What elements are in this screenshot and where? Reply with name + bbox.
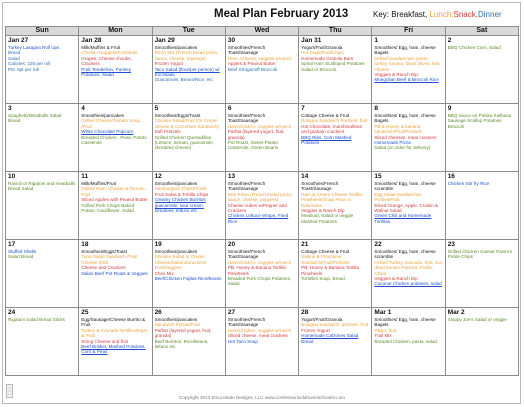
meal-entry: Yogurt/Fruit/Granola [301,45,343,50]
recipe-link[interactable]: Hot Taco Soup [227,338,258,344]
meal-entry: Salad Bread [8,254,34,260]
calendar-day-cell [152,172,225,240]
meal-entry: Rigatoni Salad Bread Sticks [8,317,65,322]
meal-entry: Grilled Ham, Cheese & Tomato, Fruit [81,186,146,197]
calendar-week-row [6,308,519,376]
day-number: 27 [227,309,236,316]
meal-entry: Trail Mix [374,333,392,339]
weekday-header: Mon [79,27,152,36]
meal-entry: Beef Stroganoff Broccoli [227,66,278,72]
meal-entry: Sliced Apples with Peanut Butter [81,197,148,203]
meal-entry: Breaded Pork Chops Potatoes, Salad [227,276,292,287]
meal-entry: Veggies & Ranch Dip [374,276,418,282]
recipe-link[interactable]: Chicken Stir fry Rice [447,181,490,186]
weekday-header: Sun [6,27,79,36]
meal-entry: Grilled Turkey, avocado, feta, sun dried tomato Panini's, Pickle, Chips [374,259,443,276]
meal-entry: Breaded Chicken, pasta, salad [374,338,437,344]
weekday-header: Tue [152,27,225,36]
meal-entry: Smoothies/pancakes [154,181,198,186]
calendar-day-cell [152,308,225,376]
calendar-day-cell [225,172,298,240]
color-key [373,10,502,19]
day-number: 19 [154,241,162,248]
meal-entry: Smoothies/Eggs/Toast [154,113,201,118]
calendar-body [6,36,519,376]
meal-entry: Fruit Salsa & Tortilla Chips [154,191,209,197]
key-lunch: Lunch, [429,10,454,19]
meal-entry: Grilled Cheese/Tomato Soup /Fruit [81,118,141,129]
calendar-day-cell [445,36,518,104]
calendar-day-cell [445,308,518,376]
meal-entry: Chicken Salad/Fruit (Or Cream cheese & Cucumber Sandwich) [154,118,219,129]
meal-entry: String Cheese and fruit [81,338,129,344]
day-number: 18 [81,241,89,248]
calendar-day-cell [6,104,79,172]
calendar-day-cell [299,308,372,376]
day-number: 6 [227,105,232,112]
weekday-header: Fri [372,27,445,36]
meal-entry: Chicken Salad or Cream Cheese/Salami/Crackers/ Fruit/Veggies [154,254,207,271]
meal-entry: Frozen Yogurt [301,327,330,333]
day-number: 14 [301,173,309,180]
recipe-link[interactable]: Chicken Lettuce Wraps, Fried Rice [227,213,289,224]
meal-entry: Smoothies/pancakes [154,317,198,322]
meal-entry: Ham/Chicken, veggies w/ranch [227,327,292,333]
meal-entry: Smoothies/French Toast/Sausage [227,317,266,328]
calendar-week-row [6,36,519,104]
day-number: 17 [8,241,16,248]
calendar-grid [5,26,519,376]
meal-entry: Smoothies/French Toast/Sausage [227,181,266,192]
meal-entry: Salad (or order for delivery) [374,145,431,151]
meal-entry: Frozen Yogurt [154,61,184,67]
calendar-day-cell [445,172,518,240]
day-number: 4 [81,105,85,112]
meal-entry: Pts: 6pt per roll [8,66,39,72]
calendar-week-row [6,104,519,172]
recipe-link[interactable]: Stuffed Shells [8,249,37,254]
meal-entry: Smoothies/Eggs/Toast [81,249,127,254]
day-number: 8 [374,105,379,112]
recipe-link[interactable]: Taco Salad (flour/per person) w/ Enchilada [154,66,220,78]
calendar-day-cell [79,240,152,308]
recipe-link[interactable]: Turkey Lasagna Roll Ups [8,45,60,50]
day-number: 9 [447,105,452,112]
day-number: Mar 2 [447,309,465,316]
meal-entry: Beef Burritos, Rice/Beans, lettuce etc [154,338,209,350]
meal-entry: BBQ Chicken Corn, Salad [447,45,501,50]
meal-entry: Cottage Cheese & Fruit [301,249,350,254]
meal-entry: Parfait (layered yogurt, fruit, granola) [154,327,212,339]
meal-entry: Milk/Muffins & Fruit [81,45,121,50]
day-number: 3 [8,105,12,112]
meal-entry: Turkey & Avocado Tortilla Wraps & Fruit [81,327,148,339]
meal-entry: Sliced cheeses, meat crackers [374,134,437,140]
meal-entry: Sandwich Pizzas/Fruit [154,322,200,328]
day-number: 16 [447,173,455,180]
meal-entry: PB, Honey & Banana Tortilla Pinwheels [227,265,286,276]
day-number: Jan 28 [81,37,102,44]
meal-entry: Hot Chocolate, marshmallows and graham crackers [301,123,363,135]
meal-entry: Smoothies/ Egg, ham, cheese Bagels [374,317,436,328]
weekday-header: Sat [445,27,518,36]
meal-entry: Bread [8,118,21,124]
recipe-link[interactable]: Homemade Pizza [374,140,411,146]
meal-entry: Hot Dogs/Fruit/Chips [301,50,344,56]
calendar-day-cell [445,240,518,308]
meal-entry: Grapes, Cheese chunks, Crackers [81,55,132,67]
key-snack: Snack, [453,10,478,19]
meal-entry: Apples & Peanut Butter [227,61,276,67]
meal-entry: Milk/Muffins/Fruit [81,181,116,186]
day-number: 11 [81,173,89,180]
day-number: Mar 1 [374,309,392,316]
meal-entry: Ham & Cream Cheese Tortilla Pinwheels/Snap Peas or Edamame [301,191,362,208]
meal-entry: Pizza Stix (French bread pizza, sauce, cheese, toppings) [154,50,219,61]
meal-entry: PB & Honey & banana sandwich/Fruit/Pretzels [374,123,422,135]
day-number: Jan 29 [154,37,175,44]
meal-entry: Salad [8,55,20,61]
meal-entry: Ravioli or Rigatoni and meatballs Bread Salad [8,181,76,192]
calendar-day-cell [372,240,445,308]
day-number: 2 [447,37,452,44]
meal-entry: Smoothies/French Toast/Sausage [301,181,339,192]
meal-entry: Smoothies/French Toast/Sausage [227,45,266,56]
meal-entry: Homemade Granola Bars [301,55,354,61]
weekday-header: Thu [299,27,372,36]
meal-entry: Smoothies/ Egg, ham, cheese scramble [374,181,436,192]
meal-entry: Breaded Chicken , Peas, Potato Casserole [81,134,147,146]
meal-entry: Grilled Sandwiches: pesto, turkey, tomato, black olives, feta cheese [374,55,440,72]
calendar-week-row [6,172,519,240]
weekday-header: Wed [225,27,298,36]
day-number: 24 [8,309,16,316]
meal-entry: PB&J, fruit [374,327,397,333]
calendar-day-cell [6,36,79,104]
day-number: 25 [81,309,89,316]
calendar-day-cell [225,240,298,308]
calendar-day-cell [6,308,79,376]
meal-entry: Smoothies/French Toast/Sausage [227,113,266,124]
calendar-day-cell [372,308,445,376]
calendar-day-cell [79,172,152,240]
day-number: 20 [227,241,236,248]
calendar-day-cell [372,36,445,104]
meal-entry: Sliced cheese, meat crackers [227,333,288,339]
meal-entry: Ham/Chicken, veggies w/ranch [227,259,292,265]
calendar-day-cell [445,104,518,172]
meal-entry: Grilled Chicken Caesar Panini's Pickle Chips [447,249,513,260]
meal-entry: Diced Orange, Apple, Craisin & Walnut Salad [374,202,438,214]
meal-entry: Hamburgers Chips/Pickle [154,186,207,192]
calendar-day-cell [152,104,225,172]
recipe-link[interactable]: Beef/Chicken Fajitas Rice/Beans [154,276,222,282]
day-number: 28 [301,309,309,316]
calendar-day-cell [225,36,298,104]
meal-entry: Tuna Salad Sandwich /Fruit Cheese Stick [81,254,138,265]
recipe-link[interactable]: Coconut Chicken potatoes, salad [374,281,442,287]
meal-entry: Bread [8,50,21,56]
calendar-day-cell [372,172,445,240]
day-number: 15 [374,173,382,180]
meal-entry: Smoothies/ Egg, ham, cheese scramble [374,249,436,260]
day-number: Jan 27 [8,37,29,44]
meal-entry: BBQ sauce on Polska Kielbasa Sausage Scallop Potatoes Broccoli [447,113,512,129]
meal-entry: Tortellini Soup, Bread [301,276,345,282]
recipe-link[interactable]: Italian Beef Pot Roast & Veggies [81,270,148,276]
recipe-link[interactable]: White Chocolate Popcorn [81,129,134,135]
day-number: 12 [154,173,162,180]
day-number: 30 [227,37,236,44]
calendar-day-cell [299,36,372,104]
calendar-day-cell [225,308,298,376]
meal-entry: Smoothies/pancakes [81,113,124,118]
meal-entry: Meatloaf, Salad or veggie Mashed Potatoes [301,213,354,224]
meal-entry: Sloppy Joe's Salad or veggie [447,317,507,322]
meal-entry: Salami & Provolone Sandwich/Fruit/Pretzels [301,254,350,265]
meal-entry: Smoothies/pancakes [154,45,198,50]
meal-entry: Grilled Chicken Quesadillas (Lettuce, tomato, guacamole, shredded cheese) [154,134,215,151]
meal-entry: Cheese and Crackers [81,265,126,271]
meal-entry: Ham/Chicken, veggies w/ranch [227,123,292,129]
meal-entry: Spaghetti/Meatballs Salad [8,113,62,118]
weekday-header-row [6,27,519,36]
calendar-day-cell [152,240,225,308]
key-dinner: Dinner [477,10,502,19]
day-number: 13 [227,173,236,180]
calendar-day-cell [79,36,152,104]
day-number: 7 [301,105,305,112]
recipe-link[interactable]: Creamy Chicken Burritos guacamole, sour cream, tomatoes, lettuce etc [154,197,206,214]
calendar-day-cell [299,172,372,240]
meal-entry: Yogurt/Fruit/Granola [301,317,343,322]
calendar-day-cell [6,240,79,308]
meal-entry: Grilled Pork Chops Baked Potato, Cauliflower, Salad [81,202,135,214]
day-number: Jan 31 [301,37,322,44]
day-number: 26 [154,309,162,316]
meal-entry: Smoothies/pancakes [154,249,198,254]
meal-entry: Guacamole, Beans/Rice, etc [154,77,213,83]
meal-entry: Bologna Sandwich, pretzels, fruit [301,322,369,328]
calendar-day-cell [79,308,152,376]
recipe-link[interactable]: Homemade Calzones Salad Bread [301,333,359,344]
meal-entry: Cheese cubes w/Pepper and Crackers [227,202,287,214]
meal-entry: Smoothies/ Egg, ham, cheese Bagels [374,113,436,124]
key-breakfast: Key: Breakfast, [373,10,428,19]
meal-entry: Cottage Cheese & Fruit [301,113,350,118]
meal-entry: Smoothies/ Egg, ham, cheese Bagels [374,45,436,56]
calendar-day-cell [225,104,298,172]
calendar-day-cell [152,36,225,104]
recipe-link[interactable]: Pork Tenderloin, Parsley Potatoes, Salad [81,66,131,78]
meal-entry: Ham, Cheese, veggies w/ranch [227,55,292,61]
day-number: 10 [8,173,16,180]
recipe-link[interactable]: BBQ Ribs, Corn Mashed Potatoes [301,134,352,146]
recipe-link[interactable]: Green Chili and Homemade Tortillas [374,213,432,224]
day-number: 5 [154,105,159,112]
meal-entry: Veggies & Ranch Dip [374,72,418,78]
meal-entry: Soft Pretzels [154,129,181,135]
day-number: 22 [374,241,382,248]
day-number: 23 [447,241,455,248]
meal-entry: Spiral Ham Scalloped Potatoes Salad or Broccoli [301,61,365,72]
calendar-day-cell [372,104,445,172]
day-number: 1 [374,37,379,44]
calendar-day-cell [299,104,372,172]
meal-entry: Bologna Sandwich Pretzels, fruit [301,118,368,124]
calendar-day-cell [299,240,372,308]
meal-entry: Chicken Nuggets/Fruit/Nuts [81,50,138,56]
recipe-link[interactable]: Mongolian Beef & Broccoli Rice [374,77,439,83]
day-number: 21 [301,241,309,248]
calendar-day-cell [79,104,152,172]
calendar-day-cell [6,172,79,240]
meal-entry: Calories: 225 per roll [8,61,51,67]
meal-entry: Mini Pizza (French bread pizza, sauce, cheese, peppers) [227,191,293,203]
meal-entry: Veggies & Ranch Dip [301,208,345,214]
page-title: Meal Plan February 2013 [214,8,349,20]
meal-entry: Egg/Sausage/Cheese Burrito & Fruit [81,317,146,328]
calendar-week-row [6,240,519,308]
meal-entry: Pot Roast, Sweet Potato Casserole, Green Beans [227,140,279,151]
meal-entry: PB, Honey & Banana Tortilla Pinwheels [301,265,360,276]
recipe-link[interactable]: Beef Brisket, Mashed Potatoes, Corn & Peas [81,344,146,355]
meal-entry: Smoothies/French Toast/Sausage [227,249,266,260]
meal-entry: Parfait (layered yogurt, fruit, granola) [227,129,285,140]
copyright-footer: Copyright 2013 Erica Made Designs, LLC www.confessionsofahomeschooler.com [179,395,345,400]
meal-entry: Chex Mix [154,270,174,276]
meal-entry: Egg Salad Sandwiches Pickles/Fruit [374,191,422,203]
